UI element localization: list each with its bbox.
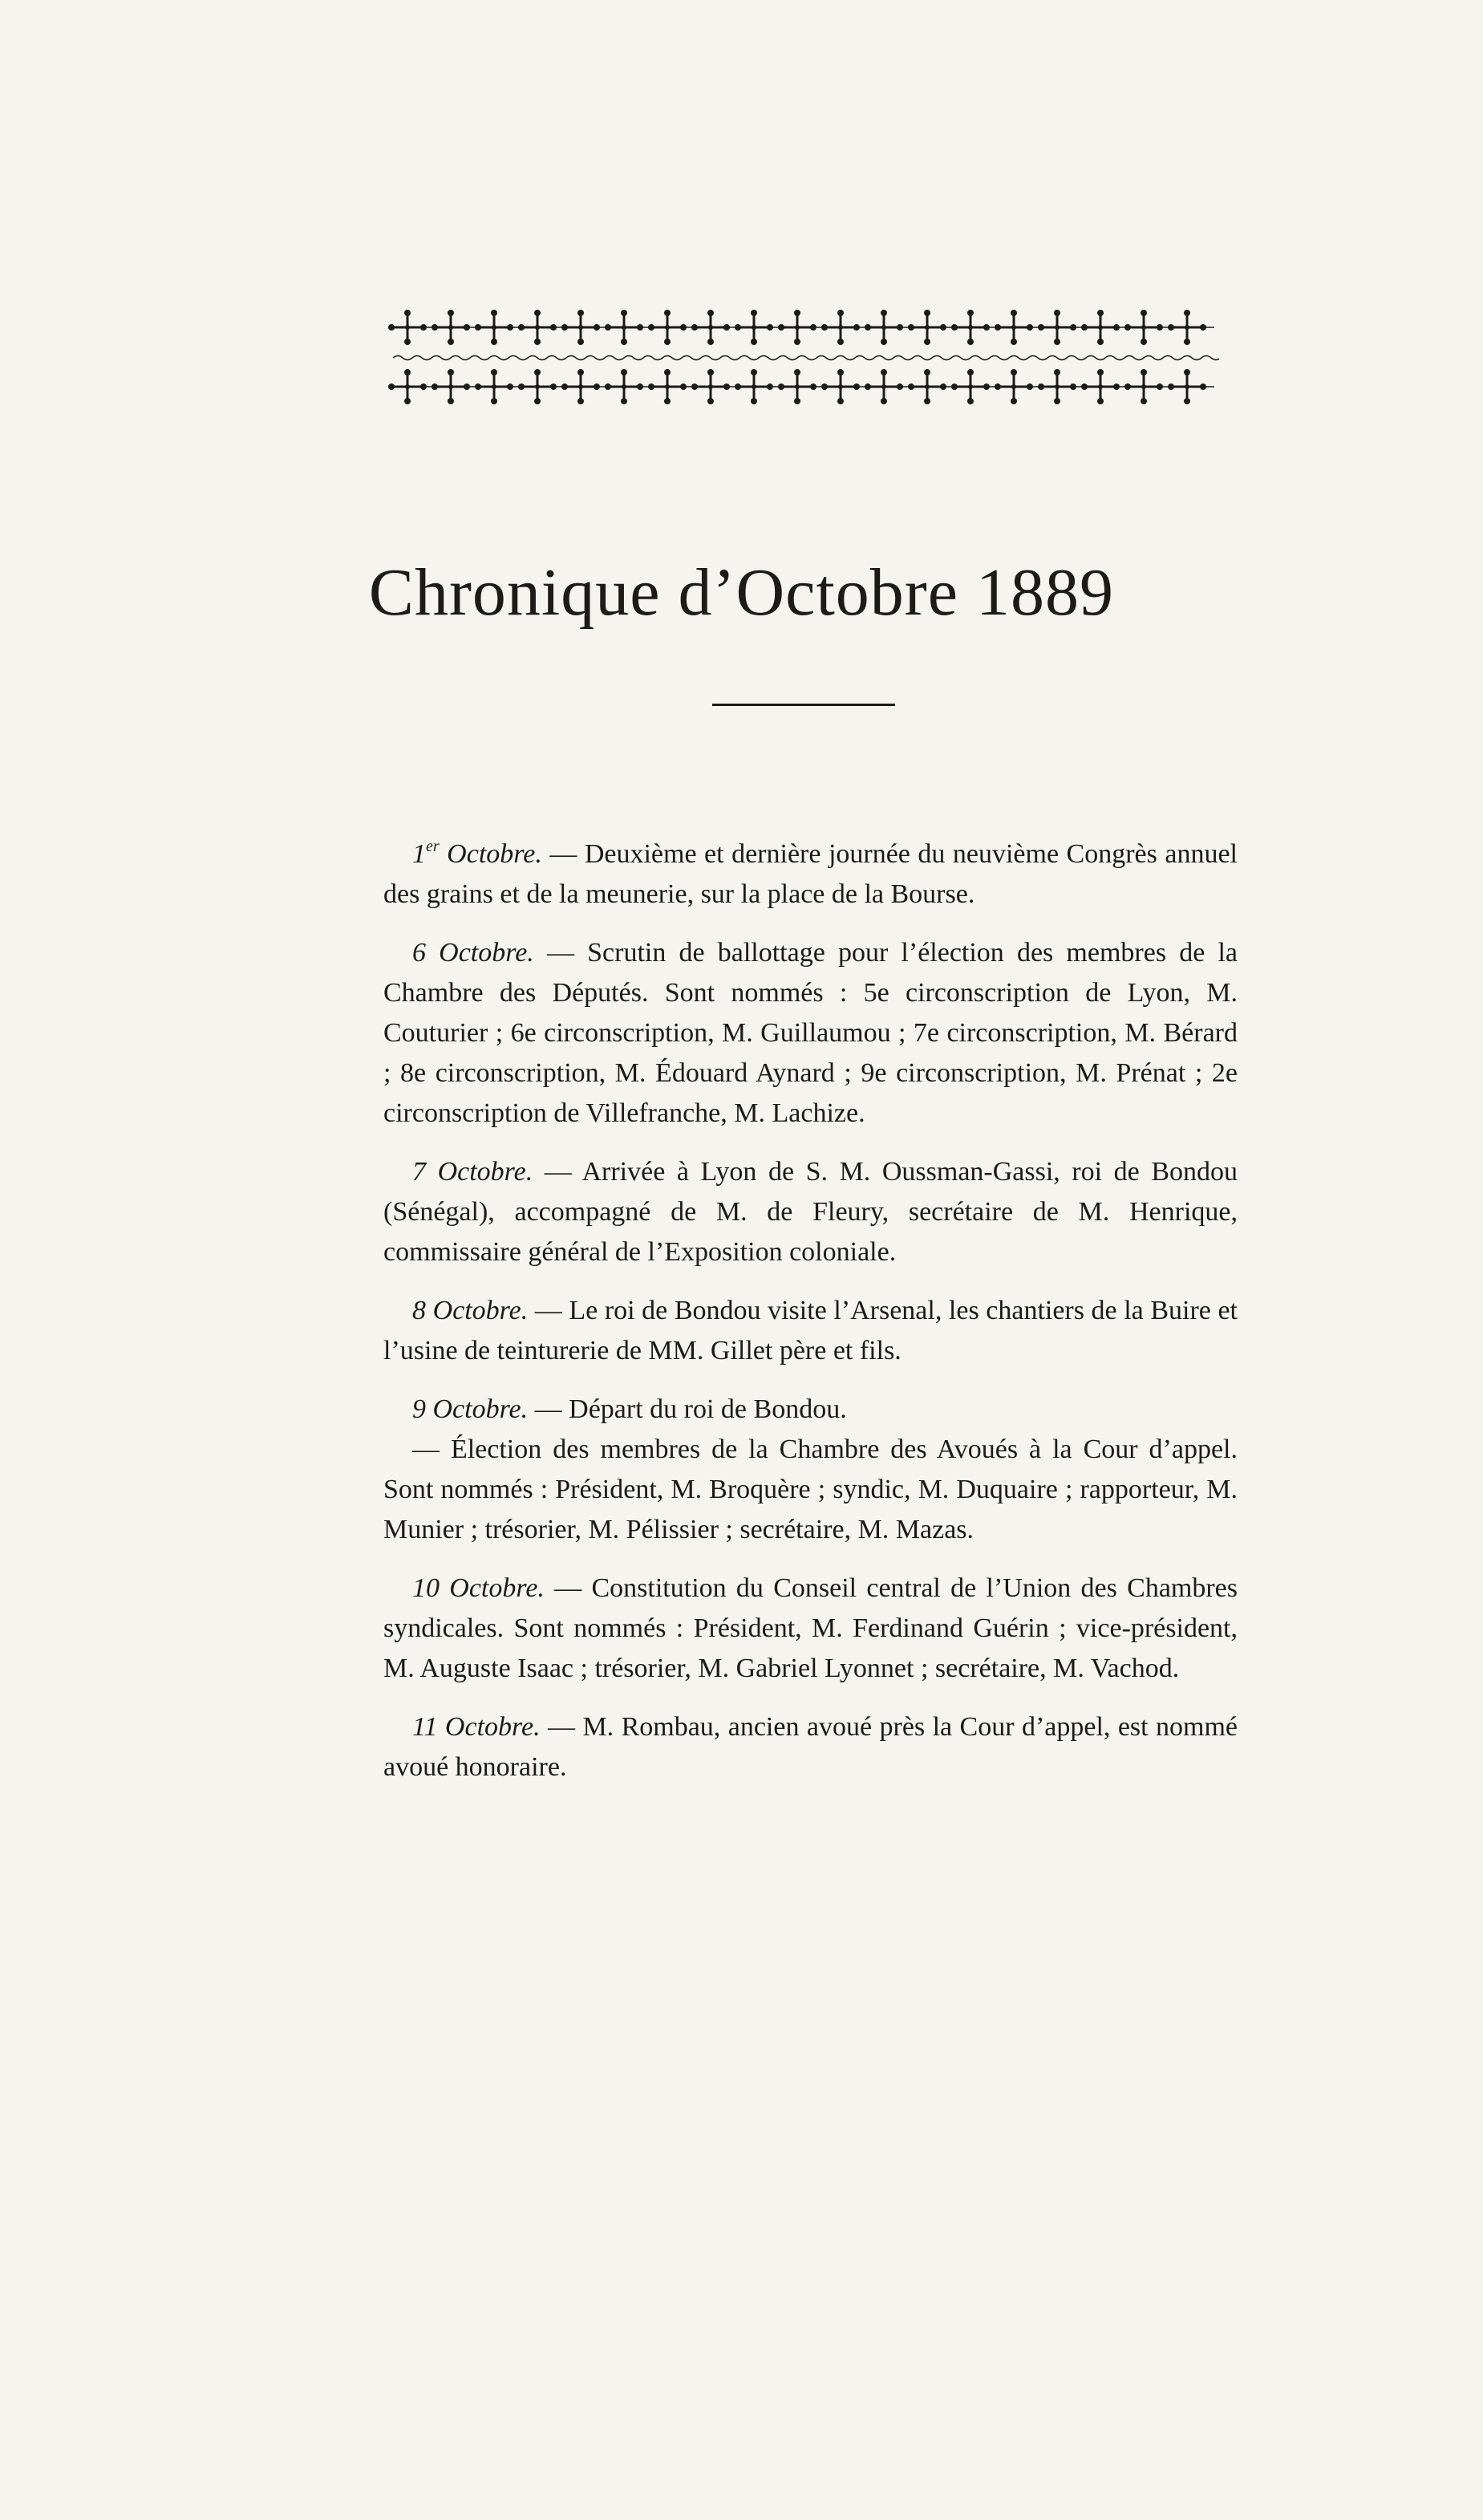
entry-text: Constitution du Conseil central de l’Union des Chambres syndicales. Sont nommés : Président, M. Ferdinand Guérin ; vice-président, M. Auguste Isaac ; trésorier, M. Gabriel Lyonnet ; secrétaire, M. Vachod. xyxy=(383,1573,1238,1683)
entry-date: 1er Octobre. xyxy=(412,838,542,869)
chronicle-entry-10 xyxy=(383,1568,1238,1689)
entry-text: Départ du roi de Bondou. xyxy=(569,1394,847,1424)
ornament-row-top xyxy=(388,310,1214,345)
entry-separator: — xyxy=(541,839,585,869)
entry-date: 6 Octobre. xyxy=(412,938,534,968)
entry-date: 8 Octobre. xyxy=(412,1296,529,1325)
entry-text: Scrutin de ballottage pour l’élection des membres de la Chambre des Députés. Sont nommés : 5e circonscription de Lyon, M. Couturier ; 6e circonscription, M. Guillaumou ; 7e circonscription, M. Bérard ; 8e circonscription, M. Édouard Aynard ; 9e circonscription, M. Prénat ; 2e circonscription de Villefranche, M. Lachize. xyxy=(383,938,1238,1128)
entry-date: 9 Octobre. xyxy=(412,1394,529,1424)
entry-separator: — xyxy=(528,1394,569,1424)
decorative-border-ornament xyxy=(385,297,1219,417)
chronicle-entry-6 xyxy=(383,933,1238,1134)
entry-text: Deuxième et dernière journée du neuvième Congrès annuel des grains et de la meunerie, sur la place de la Bourse. xyxy=(383,839,1238,909)
chronicle-entry-7 xyxy=(383,1152,1238,1272)
entry-separator: — xyxy=(544,1573,592,1603)
entry-text: Le roi de Bondou visite l’Arsenal, les chantiers de la Buire et l’usine de teinturerie de MM. Gillet père et fils. xyxy=(383,1296,1238,1366)
entry-separator: — xyxy=(533,938,588,968)
entry-date: 11 Octobre. xyxy=(412,1712,541,1742)
entry-text: M. Rombau, ancien avoué près la Cour d’appel, est nommé avoué honoraire. xyxy=(383,1712,1238,1782)
entry-separator: — xyxy=(528,1296,569,1325)
ornament-row-bottom xyxy=(388,369,1214,404)
chronicle-entry-1 xyxy=(383,834,1238,915)
entry-separator: — xyxy=(540,1712,583,1742)
entry-date: 7 Octobre. xyxy=(412,1157,533,1187)
chronicle-entries xyxy=(383,834,1238,1806)
chronicle-entry-8 xyxy=(383,1291,1238,1371)
entry-text: Arrivée à Lyon de S. M. Oussman-Gassi, roi de Bondou (Sénégal), accompagné de M. de Fleury, secrétaire de M. Henrique, commissaire général de l’Exposition coloniale. xyxy=(383,1157,1238,1267)
chronicle-entry-11 xyxy=(383,1707,1238,1788)
title-rule xyxy=(712,704,895,706)
entry-continuation: — Élection des membres de la Chambre des Avoués à la Cour d’appel. Sont nommés : Président, M. Broquère ; syndic, M. Duquaire ; rapporteur, M. Munier ; trésorier, M. Pélissier ; secrétaire, M. Mazas. xyxy=(383,1434,1238,1544)
chronicle-entry-9 xyxy=(383,1390,1238,1550)
entry-separator: — xyxy=(533,1157,582,1187)
page-title: Chronique d’Octobre 1889 xyxy=(368,555,1115,630)
entry-date: 10 Octobre. xyxy=(412,1573,545,1603)
ornament-wavy-line xyxy=(393,356,1219,360)
